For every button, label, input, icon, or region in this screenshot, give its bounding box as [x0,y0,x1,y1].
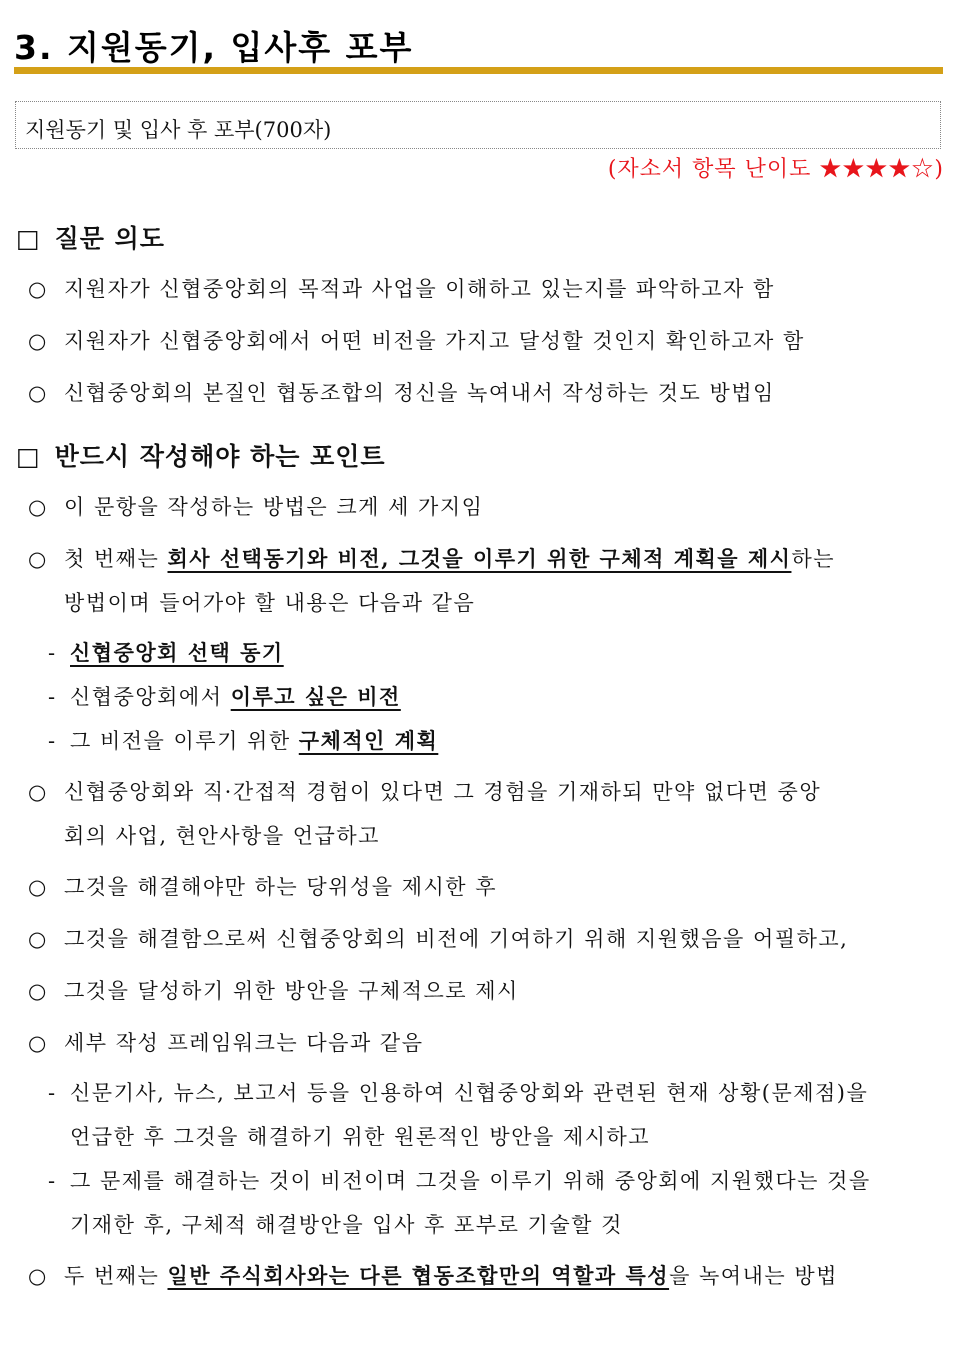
dash-bullet: - [48,641,57,665]
circle-bullet-icon: ○ [28,277,48,301]
section-heading-text: 반드시 작성해야 하는 포인트 [54,442,386,471]
section-heading-points [16,437,386,473]
circle-bullet-icon: ○ [28,1031,48,1055]
page-title: 3. 지원동기, 입사후 포부 [14,28,414,67]
list-item: ○ 그것을 해결함으로써 신협중앙회의 비전에 기여하기 위해 지원했음을 어필하고, [28,917,944,961]
section-heading-text: 질문 의도 [54,224,165,253]
list-item: ○ 지원자가 신협중앙회에서 어떤 비전을 가지고 달성할 것인지 확인하고자 함 [28,319,944,363]
list-item: ○ 그것을 달성하기 위한 방안을 구체적으로 제시 [28,969,944,1013]
list-item: ○ 신협중앙회와 직·간접적 경험이 있다면 그 경험을 기재하되 만약 없다면 중앙 회의 사업, 현안사항을 언급하고 [28,770,944,858]
circle-bullet-icon: ○ [28,547,48,571]
dash-bullet: - [48,685,57,709]
list-item: ○ 세부 작성 프레임워크는 다음과 같음 [28,1021,944,1065]
section-heading-intent [16,219,165,255]
circle-bullet-icon: ○ [28,381,48,405]
circle-bullet-icon: ○ [28,329,48,353]
dash-item: - 그 문제를 해결하는 것이 비전이며 그것을 이루기 위해 중앙회에 지원했다는 것을 기재한 후, 구체적 해결방안을 입사 후 포부로 기술할 것 [48,1159,944,1247]
circle-bullet-icon: ○ [28,495,48,519]
title-underline [14,67,943,74]
circle-bullet-icon: ○ [28,927,48,951]
underlined-emphasis: 이루고 싶은 비전 [230,684,401,709]
underlined-emphasis: 회사 선택동기와 비전, 그것을 이루기 위한 구체적 계획을 제시 [167,546,792,571]
list-item: ○ 두 번째는 일반 주식회사와는 다른 협동조합만의 역할과 특성을 녹여내는 방법 [28,1254,944,1298]
circle-bullet-icon: ○ [28,780,48,804]
list-item: ○ 그것을 해결해야만 하는 당위성을 제시한 후 [28,865,944,909]
underlined-emphasis: 신협중앙회 선택 동기 [70,640,284,665]
checkbox-square-icon: □ [16,224,41,253]
circle-bullet-icon: ○ [28,875,48,899]
dash-bullet: - [48,1081,57,1105]
dash-item: - 신문기사, 뉴스, 보고서 등을 인용하여 신협중앙회와 관련된 현재 상황(문제점)을 언급한 후 그것을 해결하기 위한 원론적인 방안을 제시하고 [48,1071,944,1159]
list-item: ○ 첫 번째는 회사 선택동기와 비전, 그것을 이루기 위한 구체적 계획을 제시하는 방법이며 들어가야 할 내용은 다음과 같음 [28,537,944,625]
dash-item [48,631,944,675]
difficulty-rating: (자소서 항목 난이도 ★★★★☆) [607,157,944,182]
dash-bullet: - [48,729,57,753]
dash-item: - 그 비전을 이루기 위한 구체적인 계획 [48,719,944,763]
dash-item: - 신협중앙회에서 이루고 싶은 비전 [48,675,944,719]
list-item: ○ 신협중앙회의 본질인 협동조합의 정신을 녹여내서 작성하는 것도 방법임 [28,371,944,415]
list-item: ○ 이 문항을 작성하는 방법은 크게 세 가지임 [28,485,944,529]
dash-bullet: - [48,1169,57,1193]
circle-bullet-icon: ○ [28,1264,48,1288]
circle-bullet-icon: ○ [28,979,48,1003]
underlined-emphasis: 구체적인 계획 [298,728,439,753]
checkbox-square-icon: □ [16,442,41,471]
underlined-emphasis: 일반 주식회사와는 다른 협동조합만의 역할과 특성 [167,1263,670,1288]
list-item: ○ 지원자가 신협중앙회의 목적과 사업을 이해하고 있는지를 파악하고자 함 [28,267,944,311]
question-box: 지원동기 및 입사 후 포부(700자) [15,101,941,149]
